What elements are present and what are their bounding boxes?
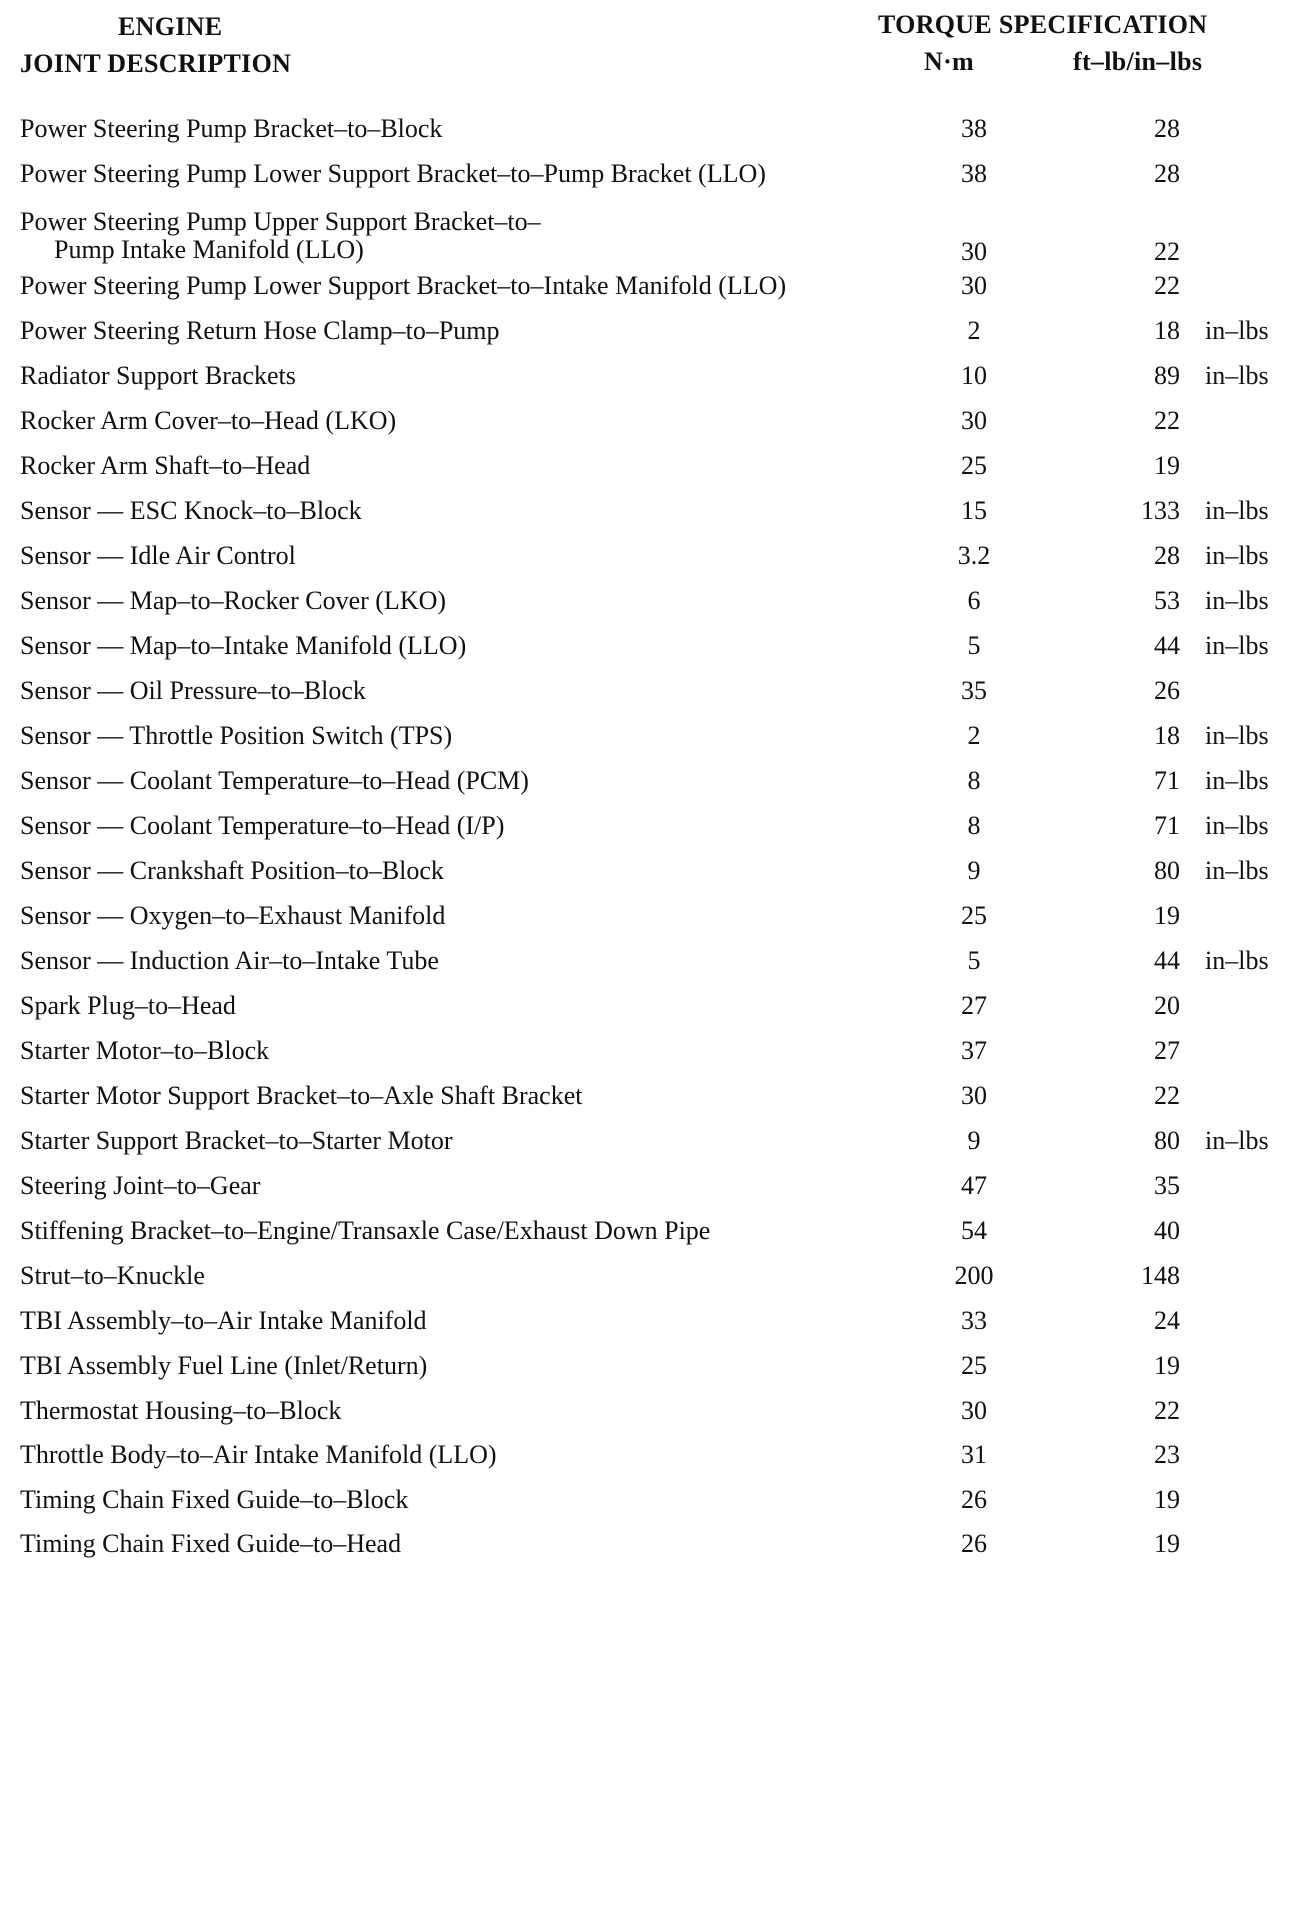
joint-description-line: Sensor — Map–to–Intake Manifold (LLO)	[20, 631, 467, 660]
torque-ftlb: 40	[1154, 1216, 1180, 1245]
joint-description	[20, 160, 766, 188]
torque-nm: 30	[961, 1081, 987, 1110]
joint-description	[20, 272, 786, 300]
joint-description-line: Sensor — Oxygen–to–Exhaust Manifold	[20, 901, 446, 930]
column-header-nm: N·m	[924, 47, 975, 76]
torque-ftlb: 18	[1154, 316, 1180, 345]
joint-description-line: Steering Joint–to–Gear	[20, 1171, 261, 1200]
torque-nm: 37	[961, 1036, 987, 1065]
joint-description-line: Power Steering Pump Upper Support Bracket–to–	[20, 207, 541, 236]
torque-unit: in–lbs	[1205, 496, 1269, 525]
joint-description-line: TBI Assembly Fuel Line (Inlet/Return)	[20, 1351, 428, 1380]
joint-description-line: Timing Chain Fixed Guide–to–Head	[20, 1529, 402, 1558]
torque-nm: 35	[961, 676, 987, 705]
joint-description	[20, 115, 442, 143]
torque-nm: 25	[961, 451, 987, 480]
joint-description-line: Power Steering Pump Lower Support Bracket–to–Pump Bracket (LLO)	[20, 159, 766, 188]
joint-description	[20, 632, 466, 660]
joint-description	[20, 902, 445, 930]
torque-nm: 38	[961, 114, 987, 143]
joint-description	[20, 208, 541, 264]
torque-nm: 9	[967, 856, 981, 885]
joint-description-line: Sensor — Idle Air Control	[20, 541, 296, 570]
torque-ftlb: 27	[1154, 1036, 1180, 1065]
torque-ftlb: 89	[1154, 361, 1180, 390]
torque-ftlb: 133	[1141, 496, 1180, 525]
joint-description	[20, 677, 366, 705]
torque-nm: 25	[961, 1351, 987, 1380]
torque-ftlb: 26	[1154, 676, 1180, 705]
joint-description-line: Sensor — Map–to–Rocker Cover (LKO)	[20, 586, 447, 615]
joint-description	[20, 452, 310, 480]
torque-nm: 30	[961, 271, 987, 300]
torque-nm: 8	[967, 811, 981, 840]
joint-description-line: Starter Motor Support Bracket–to–Axle Shaft Bracket	[20, 1081, 583, 1110]
joint-description-line: Sensor — Coolant Temperature–to–Head (PCM)	[20, 766, 529, 795]
torque-nm: 8	[967, 766, 981, 795]
joint-description-line: Rocker Arm Cover–to–Head (LKO)	[20, 406, 397, 435]
joint-description	[20, 947, 439, 975]
torque-ftlb: 19	[1154, 451, 1180, 480]
torque-nm: 200	[954, 1261, 994, 1290]
joint-description	[20, 1530, 401, 1558]
joint-description	[20, 1397, 341, 1425]
joint-description	[20, 317, 500, 345]
joint-description	[20, 1172, 260, 1200]
torque-nm: 33	[961, 1306, 987, 1335]
joint-description	[20, 1262, 205, 1290]
torque-unit: in–lbs	[1205, 361, 1269, 390]
torque-nm: 30	[961, 237, 987, 266]
joint-description-line: Thermostat Housing–to–Block	[20, 1396, 342, 1425]
joint-description	[20, 767, 529, 795]
joint-description	[20, 857, 444, 885]
joint-description-line: Stiffening Bracket–to–Engine/Transaxle Case/Exhaust Down Pipe	[20, 1216, 711, 1245]
joint-description-line: Starter Motor–to–Block	[20, 1036, 270, 1065]
joint-description	[20, 1082, 582, 1110]
torque-unit: in–lbs	[1205, 631, 1269, 660]
joint-description	[20, 407, 396, 435]
torque-nm: 27	[961, 991, 987, 1020]
torque-ftlb: 20	[1154, 991, 1180, 1020]
joint-description-line: Timing Chain Fixed Guide–to–Block	[20, 1485, 409, 1514]
column-header-engine: ENGINE	[118, 12, 223, 41]
torque-nm: 31	[961, 1440, 987, 1469]
torque-nm: 26	[961, 1485, 987, 1514]
torque-nm: 54	[961, 1216, 987, 1245]
column-header-joint-description: JOINT DESCRIPTION	[20, 49, 292, 78]
joint-description-line: Sensor — ESC Knock–to–Block	[20, 496, 362, 525]
torque-ftlb: 80	[1154, 856, 1180, 885]
torque-nm: 6	[967, 586, 981, 615]
torque-nm: 5	[967, 946, 981, 975]
joint-description-line: TBI Assembly–to–Air Intake Manifold	[20, 1306, 427, 1335]
joint-description-line: Sensor — Crankshaft Position–to–Block	[20, 856, 444, 885]
joint-description-line: Radiator Support Brackets	[20, 361, 296, 390]
joint-description	[20, 992, 236, 1020]
joint-description-line: Sensor — Oil Pressure–to–Block	[20, 676, 366, 705]
joint-description	[20, 1441, 497, 1469]
joint-description-line: Spark Plug–to–Head	[20, 991, 236, 1020]
torque-ftlb: 71	[1154, 811, 1180, 840]
torque-nm: 38	[961, 159, 987, 188]
torque-nm: 3.2	[957, 541, 991, 570]
torque-ftlb: 18	[1154, 721, 1180, 750]
torque-nm: 26	[961, 1529, 987, 1558]
torque-nm: 5	[967, 631, 981, 660]
torque-unit: in–lbs	[1205, 721, 1269, 750]
column-header-ftlb: ft–lb/in–lbs	[1073, 47, 1203, 76]
torque-ftlb: 44	[1154, 631, 1180, 660]
torque-ftlb: 19	[1154, 1485, 1180, 1514]
joint-description	[20, 497, 362, 525]
joint-description-line: Sensor — Throttle Position Switch (TPS)	[20, 721, 453, 750]
torque-ftlb: 23	[1154, 1440, 1180, 1469]
joint-description	[20, 1037, 269, 1065]
joint-description	[20, 362, 296, 390]
torque-ftlb: 22	[1154, 1081, 1180, 1110]
column-header-torque-specification: TORQUE SPECIFICATION	[878, 10, 1208, 39]
joint-description-line: Sensor — Coolant Temperature–to–Head (I/P)	[20, 811, 505, 840]
joint-description-line: Power Steering Pump Bracket–to–Block	[20, 114, 443, 143]
torque-ftlb: 80	[1154, 1126, 1180, 1155]
joint-description-continuation: Pump Intake Manifold (LLO)	[54, 235, 364, 264]
torque-unit: in–lbs	[1205, 856, 1269, 885]
torque-unit: in–lbs	[1205, 1126, 1269, 1155]
torque-unit: in–lbs	[1205, 541, 1269, 570]
torque-nm: 10	[961, 361, 987, 390]
torque-ftlb: 22	[1154, 406, 1180, 435]
torque-nm: 30	[961, 406, 987, 435]
torque-ftlb: 19	[1154, 901, 1180, 930]
joint-description	[20, 722, 452, 750]
joint-description-line: Throttle Body–to–Air Intake Manifold (LLO)	[20, 1440, 497, 1469]
torque-unit: in–lbs	[1205, 316, 1269, 345]
joint-description-line: Power Steering Return Hose Clamp–to–Pump	[20, 316, 500, 345]
torque-ftlb: 22	[1154, 1396, 1180, 1425]
torque-ftlb: 19	[1154, 1351, 1180, 1380]
torque-nm: 15	[961, 496, 987, 525]
joint-description	[20, 1352, 427, 1380]
torque-nm: 9	[967, 1126, 981, 1155]
torque-ftlb: 148	[1141, 1261, 1180, 1290]
torque-ftlb: 53	[1154, 586, 1180, 615]
torque-nm: 30	[961, 1396, 987, 1425]
torque-ftlb: 71	[1154, 766, 1180, 795]
torque-ftlb: 19	[1154, 1529, 1180, 1558]
joint-description	[20, 587, 446, 615]
torque-ftlb: 28	[1154, 159, 1180, 188]
torque-nm: 2	[967, 316, 981, 345]
torque-ftlb: 22	[1154, 237, 1180, 266]
torque-ftlb: 35	[1154, 1171, 1180, 1200]
joint-description	[20, 1217, 710, 1245]
torque-ftlb: 28	[1154, 114, 1180, 143]
joint-description	[20, 542, 296, 570]
joint-description-line: Rocker Arm Shaft–to–Head	[20, 451, 311, 480]
joint-description	[20, 1127, 453, 1155]
joint-description-line: Sensor — Induction Air–to–Intake Tube	[20, 946, 439, 975]
joint-description	[20, 1486, 408, 1514]
torque-unit: in–lbs	[1205, 766, 1269, 795]
joint-description	[20, 1307, 427, 1335]
torque-nm: 47	[961, 1171, 987, 1200]
joint-description-line: Power Steering Pump Lower Support Bracket–to–Intake Manifold (LLO)	[20, 271, 787, 300]
torque-ftlb: 24	[1154, 1306, 1180, 1335]
joint-description	[20, 812, 504, 840]
torque-ftlb: 22	[1154, 271, 1180, 300]
joint-description-line: Starter Support Bracket–to–Starter Motor	[20, 1126, 453, 1155]
torque-unit: in–lbs	[1205, 586, 1269, 615]
torque-ftlb: 28	[1154, 541, 1180, 570]
torque-ftlb: 44	[1154, 946, 1180, 975]
torque-unit: in–lbs	[1205, 946, 1269, 975]
joint-description-line: Strut–to–Knuckle	[20, 1261, 205, 1290]
torque-nm: 2	[967, 721, 981, 750]
torque-nm: 25	[961, 901, 987, 930]
torque-unit: in–lbs	[1205, 811, 1269, 840]
